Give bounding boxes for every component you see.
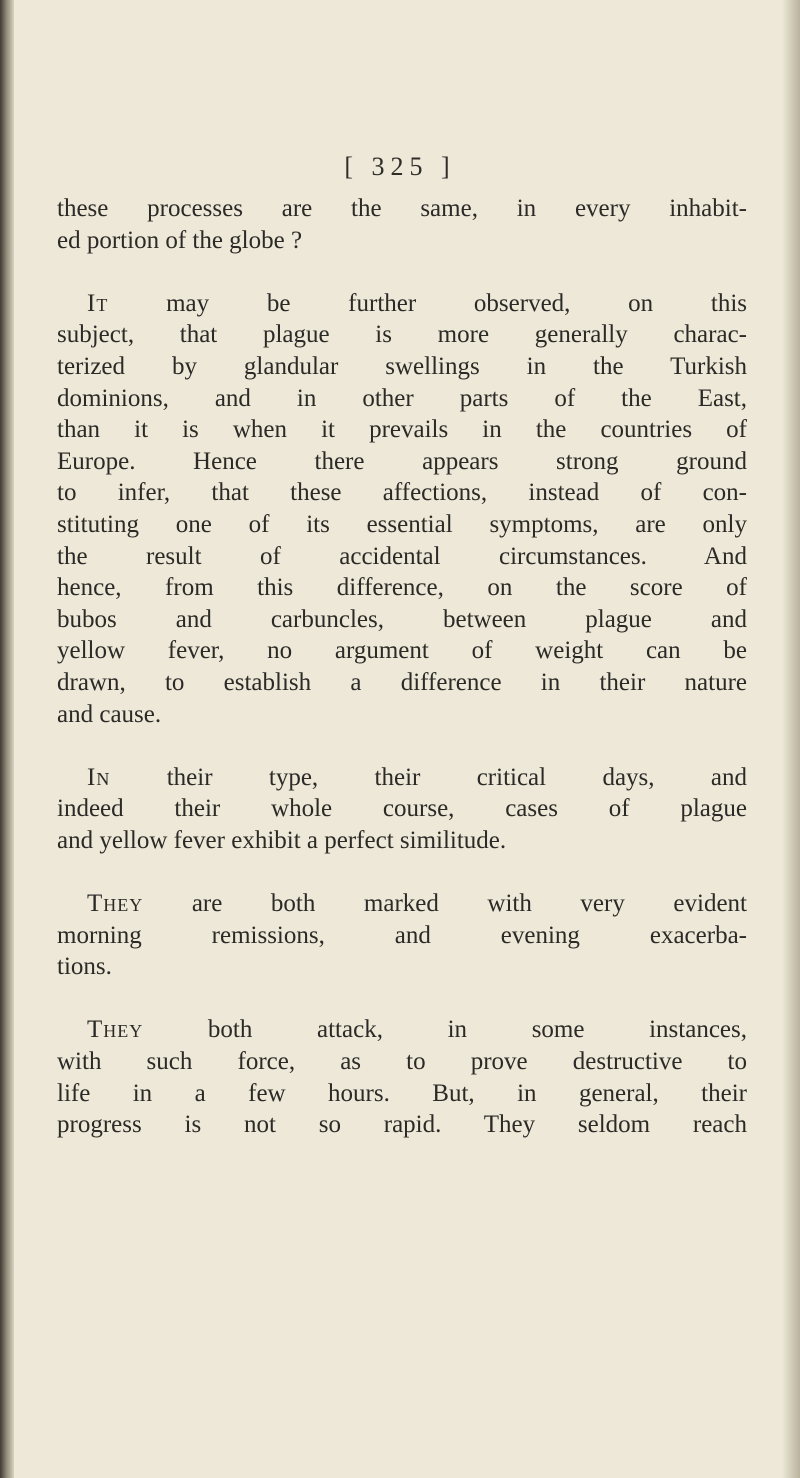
text-line: to infer, that these affections, instead of con- xyxy=(57,479,747,507)
page-number: [ 325 ] xyxy=(344,152,456,181)
text-line xyxy=(57,762,747,794)
text-line-rest: both attack, in some instances, xyxy=(207,1016,748,1044)
text-line: bubos and carbuncles, between plague and xyxy=(57,605,747,633)
paragraph-gap xyxy=(57,983,747,1015)
text-line: ed portion of the globe ? xyxy=(57,226,303,254)
text-line: dominions, and in other parts of the East, xyxy=(57,384,747,412)
paragraph-lead: In xyxy=(87,763,111,791)
text-line-rest: their type, their critical days, and xyxy=(166,763,747,791)
text-line: and cause. xyxy=(57,700,162,728)
paragraph-gap xyxy=(57,856,747,888)
text-line: and yellow fever exhibit a perfect similitude. xyxy=(57,826,507,854)
text-line xyxy=(57,288,747,320)
text-line xyxy=(57,1014,747,1046)
text-line: morning remissions, and evening exacerba- xyxy=(57,921,747,949)
paragraph-lead: They xyxy=(87,890,144,918)
text-line: terized by glandular swellings in the Turkish xyxy=(57,352,747,380)
text-line: stituting one of its essential symptoms, are only xyxy=(57,510,747,538)
page-right-edge xyxy=(782,0,800,1478)
text-line-rest: are both marked with very evident xyxy=(191,890,747,918)
text-line: hence, from this difference, on the score of xyxy=(57,574,747,602)
text-line: tions. xyxy=(57,953,112,981)
page-binding-edge xyxy=(0,0,14,1478)
text-line: drawn, to establish a difference in their nature xyxy=(57,668,747,696)
text-line: than it is when it prevails in the countries of xyxy=(57,416,747,444)
text-line: the result of accidental circumstances. And xyxy=(57,542,747,570)
text-line: indeed their whole course, cases of plague xyxy=(57,795,747,823)
paragraph-lead: It xyxy=(87,289,109,317)
text-line: with such force, as to prove destructive to xyxy=(57,1048,747,1076)
text-line: subject, that plague is more generally charac- xyxy=(57,321,747,349)
text-line-rest: may be further observed, on this xyxy=(166,289,747,317)
page-body xyxy=(57,193,747,1141)
paragraph-gap xyxy=(57,730,747,762)
paragraph-gap xyxy=(57,256,747,288)
paragraph-lead: They xyxy=(87,1016,144,1044)
text-line: these processes are the same, in every inhabit- xyxy=(57,195,747,222)
text-line: life in a few hours. But, in general, their xyxy=(57,1079,747,1107)
text-line: Europe. Hence there appears strong ground xyxy=(57,447,747,475)
text-line xyxy=(57,888,747,920)
text-line: progress is not so rapid. They seldom reach xyxy=(57,1111,747,1139)
text-line: yellow fever, no argument of weight can be xyxy=(57,637,747,665)
